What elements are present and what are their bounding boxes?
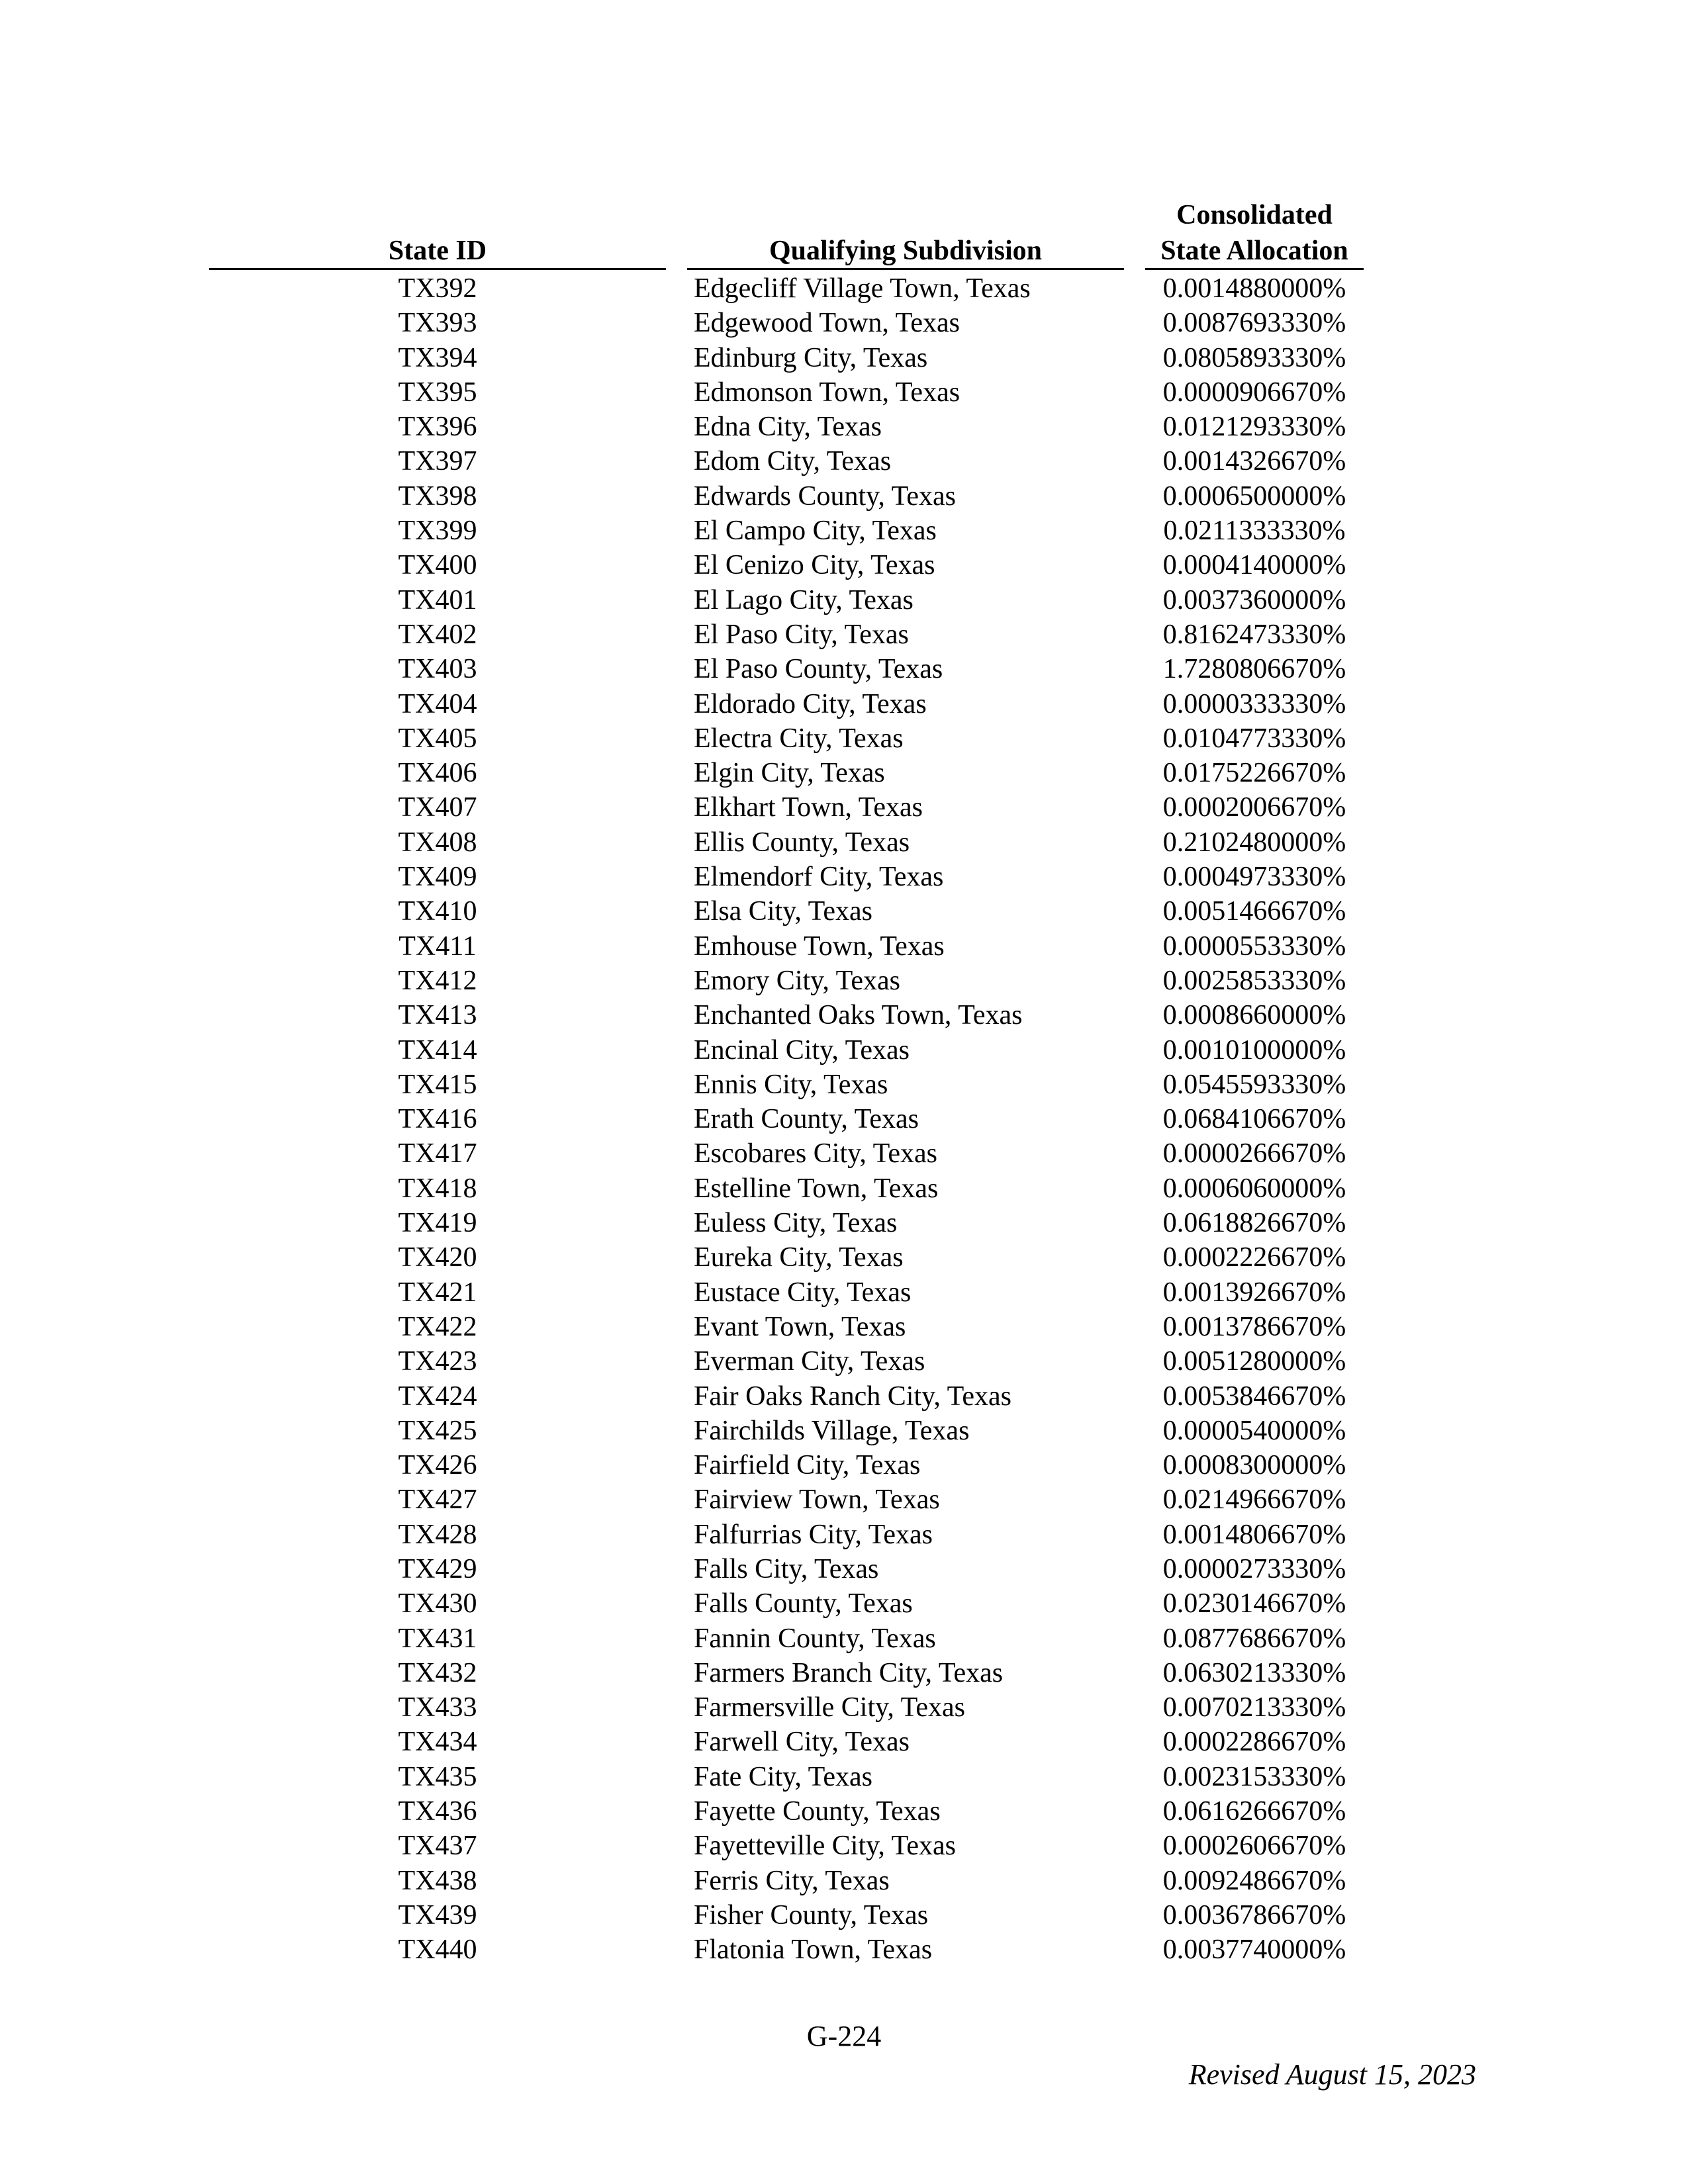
subdivision-cell: Edmonson Town, Texas (694, 377, 961, 408)
state-id-cell: TX425 (398, 1415, 477, 1446)
allocation-cell: 0.0104773330% (1162, 723, 1346, 754)
table-row (0, 583, 1688, 617)
state-id-cell: TX393 (398, 308, 477, 339)
table-row (0, 721, 1688, 756)
subdivision-cell: El Paso City, Texas (694, 619, 909, 650)
allocation-cell: 0.0010100000% (1162, 1034, 1346, 1066)
subdivision-cell: Fisher County, Texas (694, 1899, 929, 1931)
table-row (0, 860, 1688, 894)
subdivision-cell: El Lago City, Texas (694, 584, 914, 615)
subdivision-cell: El Campo City, Texas (694, 516, 937, 547)
state-id-cell: TX433 (398, 1692, 477, 1723)
state-id-cell: TX400 (398, 550, 477, 581)
subdivision-cell: Falfurrias City, Texas (694, 1519, 933, 1550)
state-id-cell: TX430 (398, 1588, 477, 1619)
page-number: G-224 (806, 2020, 882, 2052)
table-row (0, 964, 1688, 998)
table-row (0, 1206, 1688, 1240)
allocation-cell: 0.0684106670% (1162, 1104, 1346, 1135)
header-allocation-line2: State Allocation (1160, 236, 1348, 266)
subdivision-cell: Fairview Town, Texas (694, 1484, 940, 1516)
table-row (0, 1725, 1688, 1759)
subdivision-cell: Elgin City, Texas (694, 758, 885, 789)
header-rule-state-id (209, 268, 666, 270)
state-id-cell: TX396 (398, 412, 477, 443)
state-id-cell: TX431 (398, 1623, 477, 1654)
allocation-cell: 0.0092486670% (1162, 1865, 1346, 1896)
table-row (0, 652, 1688, 686)
state-id-cell: TX407 (398, 792, 477, 823)
table-row (0, 1068, 1688, 1102)
allocation-cell: 0.0000333330% (1162, 688, 1346, 719)
state-id-cell: TX440 (398, 1934, 477, 1966)
allocation-cell: 0.0230146670% (1162, 1588, 1346, 1619)
table-row (0, 687, 1688, 721)
subdivision-cell: Elkhart Town, Texas (694, 792, 923, 823)
subdivision-cell: El Paso County, Texas (694, 654, 943, 685)
subdivision-cell: Escobares City, Texas (694, 1138, 937, 1169)
allocation-cell: 0.0545593330% (1162, 1069, 1346, 1100)
subdivision-cell: Ellis County, Texas (694, 827, 910, 858)
allocation-cell: 0.0087693330% (1162, 308, 1346, 339)
allocation-cell: 0.0051280000% (1162, 1346, 1346, 1377)
allocation-cell: 0.0000266670% (1162, 1138, 1346, 1169)
allocation-cell: 0.0008300000% (1162, 1450, 1346, 1481)
table-row (0, 1379, 1688, 1414)
allocation-cell: 0.0036786670% (1162, 1899, 1346, 1931)
subdivision-cell: Fairfield City, Texas (694, 1450, 921, 1481)
state-id-cell: TX394 (398, 342, 477, 373)
state-id-cell: TX392 (398, 273, 477, 304)
state-id-cell: TX438 (398, 1865, 477, 1896)
subdivision-cell: Elsa City, Texas (694, 896, 873, 927)
header-qualifying-subdivision: Qualifying Subdivision (769, 236, 1043, 266)
table-row (0, 1690, 1688, 1725)
table-row (0, 1033, 1688, 1068)
state-id-cell: TX437 (398, 1831, 477, 1862)
subdivision-cell: Farmers Branch City, Texas (694, 1657, 1004, 1688)
state-id-cell: TX439 (398, 1899, 477, 1931)
state-id-cell: TX397 (398, 446, 477, 477)
header-allocation-line1: Consolidated (1176, 200, 1333, 230)
subdivision-cell: Fayette County, Texas (694, 1796, 941, 1827)
table-row (0, 306, 1688, 340)
allocation-cell: 0.0002606670% (1162, 1831, 1346, 1862)
allocation-cell: 0.0121293330% (1162, 412, 1346, 443)
state-id-cell: TX401 (398, 584, 477, 615)
allocation-cell: 0.8162473330% (1162, 619, 1346, 650)
subdivision-cell: Evant Town, Texas (694, 1311, 906, 1342)
subdivision-cell: Fairchilds Village, Texas (694, 1415, 970, 1446)
table-row (0, 1275, 1688, 1310)
subdivision-cell: Fair Oaks Ranch City, Texas (694, 1381, 1011, 1412)
state-id-cell: TX423 (398, 1346, 477, 1377)
subdivision-cell: Estelline Town, Texas (694, 1173, 939, 1204)
state-id-cell: TX415 (398, 1069, 477, 1100)
subdivision-cell: Eustace City, Texas (694, 1277, 912, 1308)
table-row (0, 1310, 1688, 1344)
allocation-cell: 0.0002226670% (1162, 1242, 1346, 1273)
table-row (0, 1240, 1688, 1275)
state-id-cell: TX417 (398, 1138, 477, 1169)
header-rule-allocation (1145, 268, 1364, 270)
subdivision-cell: Farmersville City, Texas (694, 1692, 965, 1723)
header-rule-subdivision (687, 268, 1124, 270)
table-row (0, 548, 1688, 582)
subdivision-cell: Farwell City, Texas (694, 1727, 910, 1758)
allocation-cell: 0.0616266670% (1162, 1796, 1346, 1827)
state-id-cell: TX421 (398, 1277, 477, 1308)
state-id-cell: TX424 (398, 1381, 477, 1412)
subdivision-cell: Emhouse Town, Texas (694, 931, 945, 962)
subdivision-cell: Fannin County, Texas (694, 1623, 936, 1654)
state-id-cell: TX410 (398, 896, 477, 927)
allocation-cell: 0.0006060000% (1162, 1173, 1346, 1204)
state-id-cell: TX435 (398, 1761, 477, 1792)
subdivision-cell: Eldorado City, Texas (694, 688, 927, 719)
state-id-cell: TX420 (398, 1242, 477, 1273)
state-id-cell: TX434 (398, 1727, 477, 1758)
allocation-cell: 0.0630213330% (1162, 1657, 1346, 1688)
table-row (0, 1414, 1688, 1448)
table-row (0, 1829, 1688, 1863)
allocation-cell: 0.0025853330% (1162, 965, 1346, 996)
allocation-cell: 0.0214966670% (1162, 1484, 1346, 1516)
allocation-cell: 0.0013786670% (1162, 1311, 1346, 1342)
allocation-cell: 0.0023153330% (1162, 1761, 1346, 1792)
table-row (0, 444, 1688, 478)
state-id-cell: TX409 (398, 862, 477, 893)
allocation-cell: 0.0004973330% (1162, 862, 1346, 893)
state-id-cell: TX422 (398, 1311, 477, 1342)
subdivision-cell: Everman City, Texas (694, 1346, 925, 1377)
table-row (0, 756, 1688, 790)
allocation-table-body (0, 271, 1688, 1968)
table-row (0, 894, 1688, 929)
subdivision-cell: Fate City, Texas (694, 1761, 873, 1792)
table-row (0, 1344, 1688, 1379)
subdivision-cell: Fayetteville City, Texas (694, 1831, 956, 1862)
allocation-cell: 0.0008660000% (1162, 1000, 1346, 1031)
table-row (0, 1518, 1688, 1552)
table-row (0, 479, 1688, 514)
table-row (0, 271, 1688, 306)
table-row (0, 1656, 1688, 1690)
state-id-cell: TX426 (398, 1450, 477, 1481)
state-id-cell: TX404 (398, 688, 477, 719)
revision-date: Revised August 15, 2023 (1188, 2058, 1476, 2091)
header-state-id: State ID (388, 236, 487, 266)
state-id-cell: TX429 (398, 1553, 477, 1584)
state-id-cell: TX416 (398, 1104, 477, 1135)
subdivision-cell: Edinburg City, Texas (694, 342, 928, 373)
allocation-cell: 0.0014880000% (1162, 273, 1346, 304)
header-consolidated-state-allocation (1145, 197, 1364, 269)
table-row (0, 1171, 1688, 1206)
state-id-cell: TX419 (398, 1208, 477, 1239)
table-row (0, 1482, 1688, 1517)
allocation-cell: 0.0051466670% (1162, 896, 1346, 927)
table-row (0, 410, 1688, 444)
table-row (0, 825, 1688, 860)
table-row (0, 617, 1688, 652)
state-id-cell: TX408 (398, 827, 477, 858)
allocation-cell: 0.0006500000% (1162, 480, 1346, 512)
subdivision-cell: El Cenizo City, Texas (694, 550, 935, 581)
subdivision-cell: Flatonia Town, Texas (694, 1934, 933, 1966)
allocation-cell: 0.0618826670% (1162, 1208, 1346, 1239)
subdivision-cell: Edgewood Town, Texas (694, 308, 961, 339)
state-id-cell: TX427 (398, 1484, 477, 1516)
allocation-cell: 0.0002286670% (1162, 1727, 1346, 1758)
state-id-cell: TX405 (398, 723, 477, 754)
allocation-cell: 0.0070213330% (1162, 1692, 1346, 1723)
state-id-cell: TX412 (398, 965, 477, 996)
table-row (0, 1621, 1688, 1656)
subdivision-cell: Emory City, Texas (694, 965, 901, 996)
table-row (0, 1794, 1688, 1829)
state-id-cell: TX403 (398, 654, 477, 685)
state-id-cell: TX436 (398, 1796, 477, 1827)
subdivision-cell: Falls County, Texas (694, 1588, 913, 1619)
allocation-cell: 0.0014326670% (1162, 446, 1346, 477)
subdivision-cell: Ferris City, Texas (694, 1865, 890, 1896)
table-row (0, 1898, 1688, 1933)
state-id-cell: TX428 (398, 1519, 477, 1550)
subdivision-cell: Ennis City, Texas (694, 1069, 888, 1100)
table-row (0, 514, 1688, 548)
table-row (0, 1102, 1688, 1136)
allocation-cell: 0.0037360000% (1162, 584, 1346, 615)
subdivision-cell: Edgecliff Village Town, Texas (694, 273, 1031, 304)
subdivision-cell: Enchanted Oaks Town, Texas (694, 1000, 1023, 1031)
allocation-cell: 0.0000553330% (1162, 931, 1346, 962)
table-row (0, 1586, 1688, 1621)
subdivision-cell: Falls City, Texas (694, 1553, 879, 1584)
table-row (0, 998, 1688, 1032)
allocation-cell: 0.0013926670% (1162, 1277, 1346, 1308)
allocation-cell: 0.0053846670% (1162, 1381, 1346, 1412)
allocation-cell: 0.0000906670% (1162, 377, 1346, 408)
subdivision-cell: Eureka City, Texas (694, 1242, 904, 1273)
state-id-cell: TX395 (398, 377, 477, 408)
table-row (0, 790, 1688, 825)
allocation-cell: 0.0877686670% (1162, 1623, 1346, 1654)
allocation-cell: 0.0004140000% (1162, 550, 1346, 581)
allocation-cell: 0.2102480000% (1162, 827, 1346, 858)
subdivision-cell: Edna City, Texas (694, 412, 882, 443)
table-row (0, 1933, 1688, 1967)
subdivision-cell: Electra City, Texas (694, 723, 904, 754)
table-row (0, 1760, 1688, 1794)
subdivision-cell: Edwards County, Texas (694, 480, 957, 512)
allocation-cell: 0.0037740000% (1162, 1934, 1346, 1966)
state-id-cell: TX402 (398, 619, 477, 650)
state-id-cell: TX398 (398, 480, 477, 512)
allocation-cell: 0.0175226670% (1162, 758, 1346, 789)
allocation-cell: 0.0211333330% (1163, 516, 1346, 547)
subdivision-cell: Elmendorf City, Texas (694, 862, 944, 893)
state-id-cell: TX413 (398, 1000, 477, 1031)
allocation-cell: 0.0014806670% (1162, 1519, 1346, 1550)
table-row (0, 1864, 1688, 1898)
subdivision-cell: Edom City, Texas (694, 446, 892, 477)
subdivision-cell: Erath County, Texas (694, 1104, 919, 1135)
subdivision-cell: Encinal City, Texas (694, 1034, 910, 1066)
state-id-cell: TX418 (398, 1173, 477, 1204)
state-id-cell: TX399 (398, 516, 477, 547)
table-row (0, 341, 1688, 375)
allocation-cell: 0.0805893330% (1162, 342, 1346, 373)
table-row (0, 1136, 1688, 1171)
state-id-cell: TX406 (398, 758, 477, 789)
table-row (0, 375, 1688, 410)
state-id-cell: TX411 (399, 931, 477, 962)
allocation-cell: 1.7280806670% (1162, 654, 1346, 685)
allocation-cell: 0.0000273330% (1162, 1553, 1346, 1584)
allocation-cell: 0.0000540000% (1162, 1415, 1346, 1446)
table-row (0, 929, 1688, 964)
table-row (0, 1448, 1688, 1482)
table-row (0, 1552, 1688, 1586)
state-id-cell: TX414 (398, 1034, 477, 1066)
subdivision-cell: Euless City, Texas (694, 1208, 898, 1239)
allocation-cell: 0.0002006670% (1162, 792, 1346, 823)
state-id-cell: TX432 (398, 1657, 477, 1688)
